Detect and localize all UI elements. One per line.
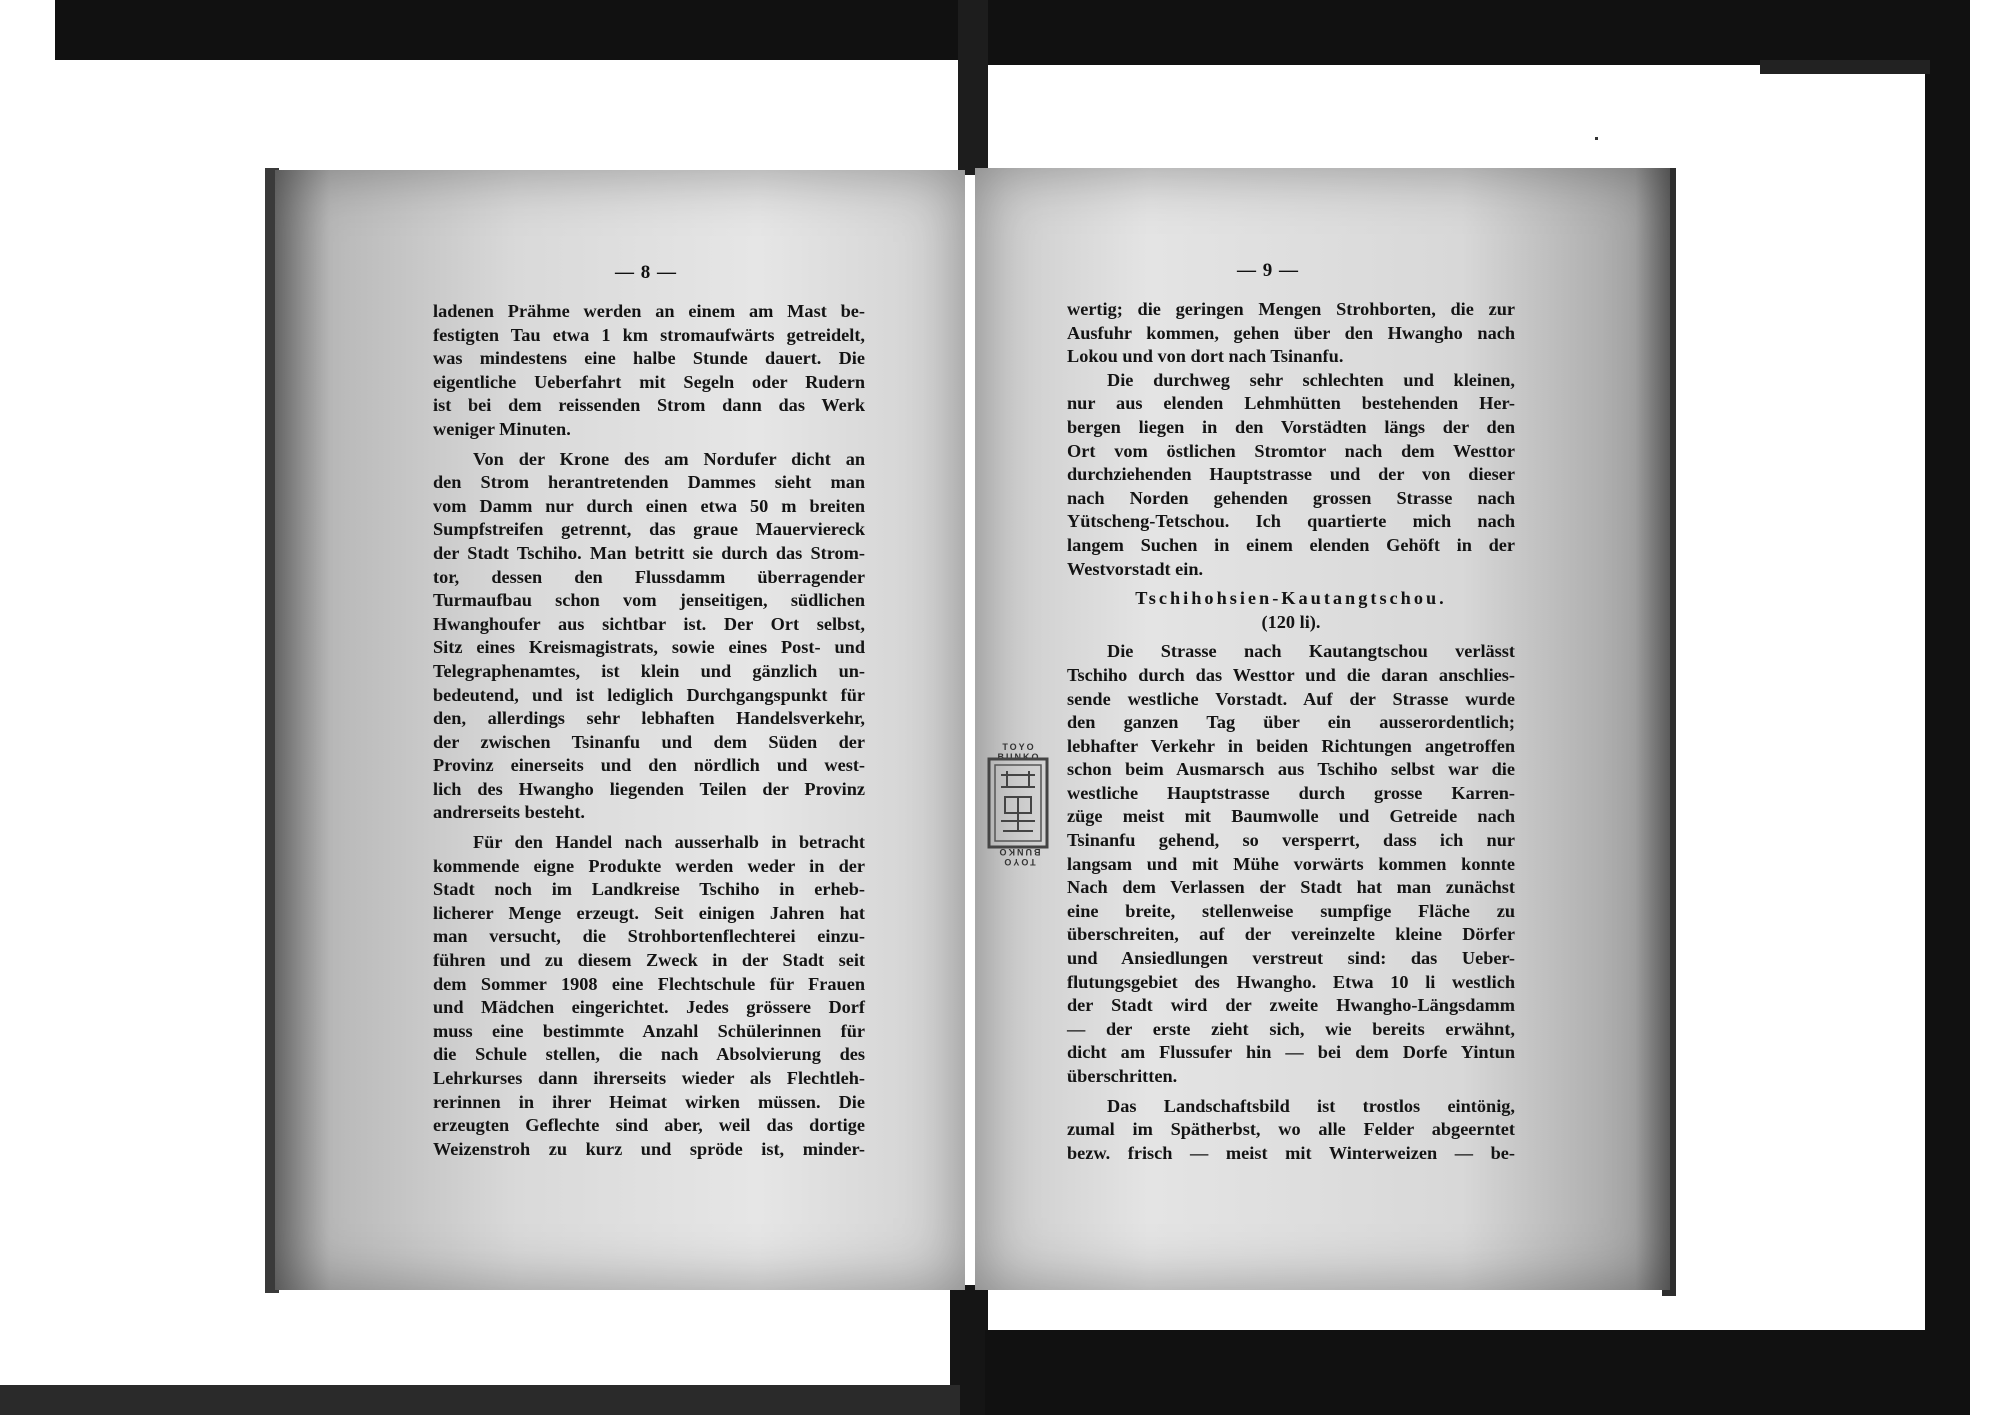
- left-page-line: bedeutend, und ist lediglich Durchgangspunkt für: [433, 684, 865, 705]
- left-page-line: Von der Krone des am Nordufer dicht an: [473, 448, 865, 469]
- right-page-line: Lokou und von dort nach Tsinanfu.: [1067, 346, 1344, 367]
- left-page-body: [433, 300, 865, 1161]
- right-page-line: Das Landschaftsbild ist trostlos eintönig,: [1107, 1095, 1515, 1116]
- right-page-line: den ganzen Tag über ein ausserordentlich;: [1067, 712, 1515, 733]
- right-page-line: Die Strasse nach Kautangtschou verlässt: [1107, 641, 1515, 662]
- left-page-line: ist bei dem reissenden Strom dann das Werk: [433, 395, 865, 416]
- left-page-line: lich des Hwangho liegenden Teilen der Provinz: [433, 778, 865, 799]
- left-page-line: tor, dessen den Flussdamm überragender: [433, 566, 865, 587]
- stamp-top-text: TOYO BUNKO: [997, 742, 1041, 762]
- right-page-line: bezw. frisch — meist mit Winterweizen — be-: [1067, 1142, 1515, 1163]
- right-page-line: westliche Hauptstrasse durch grosse Karren-: [1067, 782, 1515, 803]
- right-page-line: Nach dem Verlassen der Stadt hat man zunächst: [1067, 877, 1515, 898]
- left-page-line: man versucht, die Strohbortenflechterei einzu-: [433, 926, 865, 947]
- top-right-dark-band: [985, 0, 1960, 65]
- left-page-line: festigten Tau etwa 1 km stromaufwärts getreidelt,: [433, 324, 865, 345]
- left-page-line: Provinz einerseits und den nördlich und west-: [433, 755, 865, 776]
- left-page-line: und Mädchen eingerichtet. Jedes grössere Dorf: [433, 997, 865, 1018]
- left-page: [275, 170, 965, 1290]
- right-page-line: dicht am Flussufer hin — bei dem Dorfe Yintun: [1067, 1042, 1515, 1063]
- right-dark-border: [1925, 0, 1970, 1415]
- right-page-line: der Stadt wird der zweite Hwangho-Längsdamm: [1067, 995, 1515, 1016]
- speck: [1595, 137, 1598, 140]
- right-page-line: und Ansiedlungen verstreut sind: das Ueber-: [1067, 948, 1515, 969]
- right-page-line: zumal im Spätherbst, wo alle Felder abgeerntet: [1067, 1119, 1515, 1140]
- left-page-line: den, allerdings sehr lebhaften Handelsverkehr,: [433, 708, 865, 729]
- right-page-line: Ort vom östlichen Stromtor nach dem Westtor: [1067, 440, 1515, 461]
- right-page-line: eine breite, stellenweise sumpfige Fläche zu: [1067, 900, 1515, 921]
- center-spine-top: [958, 0, 988, 175]
- right-page-line: langsam und mit Mühe vorwärts kommen konnte: [1067, 853, 1515, 874]
- right-page-line: überschritten.: [1067, 1066, 1178, 1086]
- left-page-line: was mindestens eine halbe Stunde dauert. Die: [433, 348, 865, 369]
- left-page-line: Für den Handel nach ausserhalb in betracht: [473, 832, 865, 853]
- left-page-line: kommende eigne Produkte werden weder in der: [433, 855, 865, 876]
- right-page-line: Yütscheng-Tetschou. Ich quartierte mich nach: [1067, 511, 1515, 532]
- left-page-line: andrerseits besteht.: [433, 802, 585, 823]
- right-page-line: schon beim Ausmarsch aus Tschiho selbst war die: [1067, 759, 1515, 780]
- right-page-number: — 9 —: [1237, 260, 1299, 281]
- left-page-line: eigentliche Ueberfahrt mit Segeln oder Rudern: [433, 371, 865, 392]
- left-page-line: der Stadt Tschiho. Man betritt sie durch das Strom-: [433, 542, 865, 563]
- left-page-line: Turmaufbau schon vom jenseitigen, südlichen: [433, 590, 865, 611]
- right-page-line: Tschihohsien-Kautangtschou.: [1135, 588, 1447, 609]
- right-page-line: — der erste zieht sich, wie bereits erwähnt,: [1067, 1018, 1515, 1039]
- left-page-line: Stadt noch im Landkreise Tschiho in erheb-: [433, 879, 865, 900]
- right-page-line: Tsinanfu gehend, so versperrt, dass ich nur: [1067, 830, 1515, 851]
- left-page-line: Hwanghoufer aus sichtbar ist. Der Ort selbst,: [433, 613, 865, 634]
- left-page-line: ladenen Prähme werden an einem am Mast be-: [433, 301, 865, 321]
- right-page-line: sende westliche Vorstadt. Auf der Strasse wurde: [1067, 688, 1515, 709]
- top-right-shadow: [1760, 60, 1930, 74]
- left-page-number: — 8 —: [615, 262, 677, 283]
- right-page-line: Tschiho durch das Westtor und die daran anschlies-: [1067, 664, 1515, 685]
- right-page-line: wertig; die geringen Mengen Strohborten, die zur: [1067, 299, 1515, 319]
- left-page-line: die Schule stellen, die nach Absolvierung des: [433, 1044, 865, 1065]
- stamp-bottom-text: TOYO BUNKO: [997, 847, 1041, 867]
- left-page-line: Telegraphenamtes, ist klein und gänzlich un-: [433, 660, 865, 681]
- bottom-left-dark-band: [0, 1385, 960, 1415]
- top-left-dark-band: [55, 0, 960, 60]
- right-page-line: züge meist mit Baumwolle und Getreide nach: [1067, 806, 1515, 827]
- right-page-line: flutungsgebiet des Hwangho. Etwa 10 li westlich: [1067, 971, 1515, 992]
- right-page-line: durchziehenden Hauptstrasse und der von dieser: [1067, 464, 1515, 485]
- right-page-line: Die durchweg sehr schlechten und kleinen,: [1107, 369, 1515, 390]
- left-page-line: vom Damm nur durch einen etwa 50 m breiten: [433, 495, 865, 516]
- left-page-line: rerinnen in ihrer Heimat wirken müssen. Die: [433, 1091, 865, 1112]
- left-page-line: muss eine bestimmte Anzahl Schülerinnen für: [433, 1020, 865, 1041]
- right-page-line: (120 li).: [1261, 611, 1321, 632]
- right-page-line: Westvorstadt ein.: [1067, 558, 1204, 579]
- bottom-right-dark-band: [985, 1330, 1925, 1415]
- left-page-line: der zwischen Tsinanfu und dem Süden der: [433, 731, 865, 752]
- right-page-line: Ausfuhr kommen, gehen über den Hwangho nach: [1067, 322, 1515, 343]
- right-page-body: [1067, 298, 1515, 1165]
- left-page-line: Sumpfstreifen getrennt, das graue Mauerviereck: [433, 519, 865, 540]
- left-page-line: dem Sommer 1908 eine Flechtschule für Frauen: [433, 973, 865, 994]
- right-page-line: nach Norden gehenden grossen Strasse nach: [1067, 487, 1515, 508]
- left-page-line: Lehrkurses dann ihrerseits wieder als Flechtleh-: [433, 1068, 865, 1088]
- left-page-line: licherer Menge erzeugt. Seit einigen Jahren hat: [433, 902, 865, 923]
- seal-icon: [987, 757, 1049, 849]
- left-page-line: erzeugten Geflechte sind aber, weil das dortige: [433, 1115, 865, 1136]
- right-page-line: bergen liegen in den Vorstädten längs der den: [1067, 416, 1515, 437]
- right-page: [975, 168, 1670, 1290]
- right-page-line: langem Suchen in einem elenden Gehöft in der: [1067, 534, 1515, 555]
- right-page-line: lebhafter Verkehr in beiden Richtungen angetroffen: [1067, 735, 1515, 756]
- left-page-line: weniger Minuten.: [433, 418, 571, 439]
- left-page-line: führen und zu diesem Zweck in der Stadt seit: [433, 950, 865, 971]
- left-page-line: Weizenstroh zu kurz und spröde ist, minder-: [433, 1138, 865, 1159]
- library-stamp: [983, 742, 1055, 867]
- left-page-line: Sitz eines Kreismagistrats, sowie eines Post- und: [433, 637, 865, 658]
- right-page-line: überschreiten, auf der vereinzelte kleine Dörfer: [1067, 924, 1515, 945]
- right-page-line: nur aus elenden Lehmhütten bestehenden Her-: [1067, 393, 1515, 414]
- left-page-line: den Strom herantretenden Dammes sieht man: [433, 472, 865, 493]
